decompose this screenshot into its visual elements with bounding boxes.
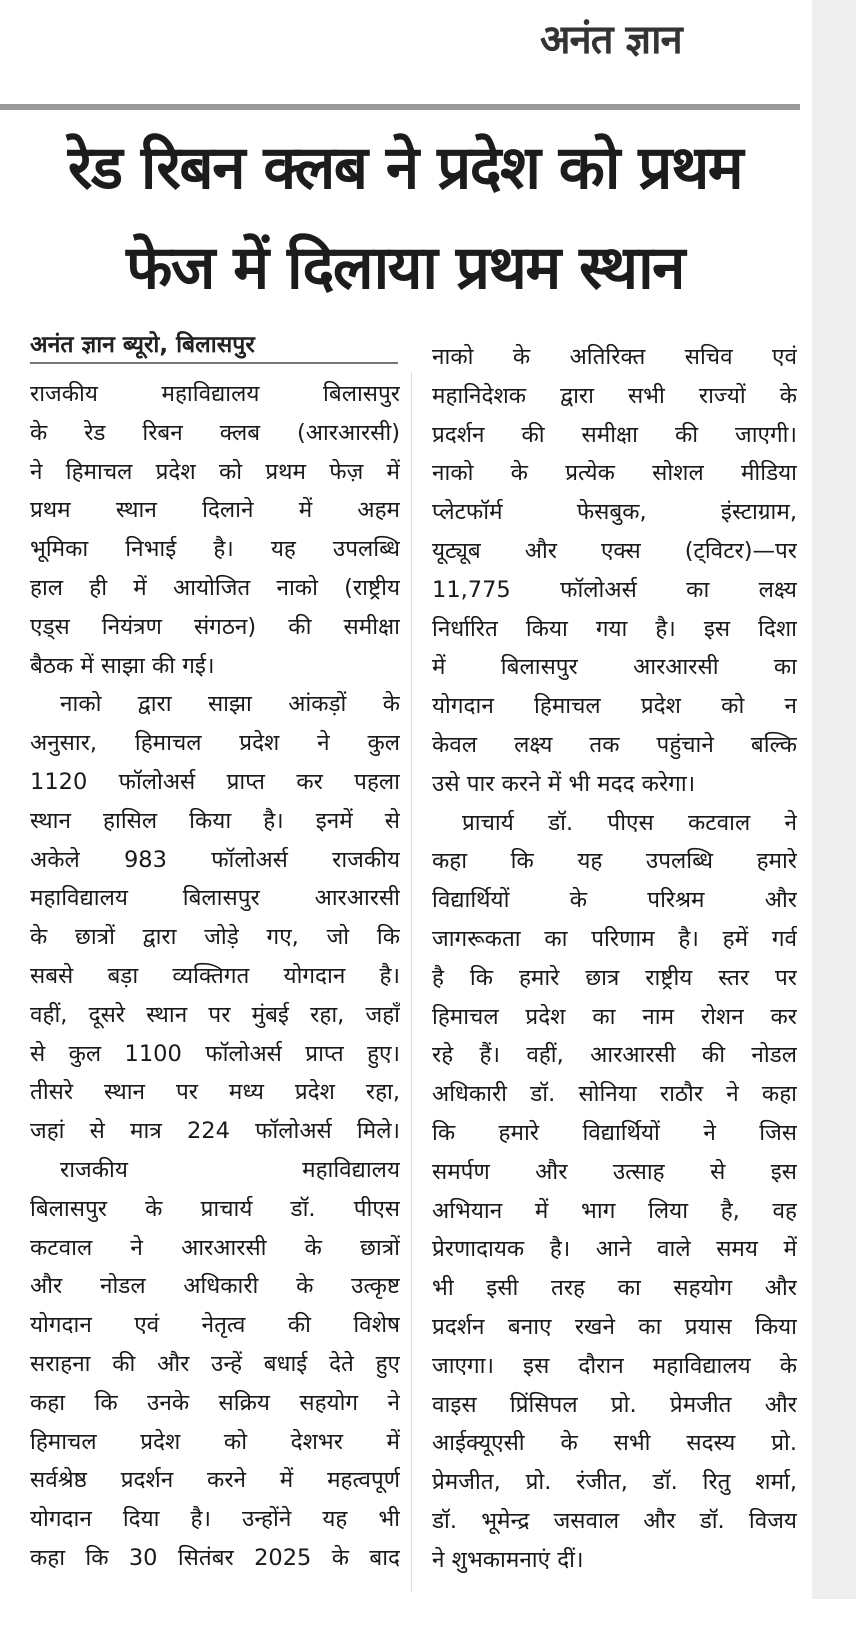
text-line: वहीं, दूसरे स्थान पर मुंबई रहा, जहाँ: [30, 1001, 400, 1028]
text-line: हाल ही में आयोजित नाको (राष्ट्रीय: [30, 574, 400, 601]
masthead-title: अनंत ज्ञान: [540, 17, 682, 63]
text-line: केवल लक्ष्य तक पहुंचाने बल्कि: [432, 731, 797, 758]
text-line: और नोडल अधिकारी के उत्कृष्ट: [30, 1273, 400, 1300]
text-line: में बिलासपुर आरआरसी का: [432, 654, 797, 681]
text-line: राजकीय महाविद्यालय बिलासपुर: [30, 381, 400, 407]
column-divider: [411, 372, 412, 1592]
article-column-right: [432, 338, 797, 1600]
text-line: योगदान दिया है। उन्होंने यह भी: [30, 1506, 400, 1533]
headline-line-1: रेड रिबन क्लब ने प्रदेश को प्रथम: [67, 133, 743, 203]
text-line: प्राचार्य डॉ. पीएस कटवाल ने: [462, 809, 797, 836]
byline-divider: [30, 362, 398, 364]
text-line: कटवाल ने आरआरसी के छात्रों: [30, 1234, 400, 1261]
text-line: विद्यार्थियों के परिश्रम और: [432, 887, 797, 914]
text-line: जागरूकता का परिणाम है। हमें गर्व: [432, 925, 797, 952]
text-line: यूट्यूब और एक्स (ट्विटर)—पर: [432, 537, 797, 564]
text-line: के रेड रिबन क्लब (आरआरसी): [30, 419, 400, 446]
text-line: ने शुभकामनाएं दीं।: [432, 1546, 584, 1573]
headline-line-2: फेज में दिलाया प्रथम स्थान: [126, 233, 684, 303]
text-line: कहा कि 30 सितंबर 2025 के बाद: [30, 1544, 400, 1571]
text-line: योगदान हिमाचल प्रदेश को न: [432, 693, 797, 720]
text-line: 11,775 फॉलोअर्स का लक्ष्य: [432, 576, 797, 603]
text-line: महानिदेशक द्वारा सभी राज्यों के: [432, 382, 797, 409]
text-line: प्रेमजीत, प्रो. रंजीत, डॉ. रितु शर्मा,: [432, 1469, 797, 1496]
text-line: हिमाचल प्रदेश का नाम रोशन कर: [432, 1003, 797, 1030]
text-line: 1120 फॉलोअर्स प्राप्त कर पहला: [30, 768, 400, 795]
article-column-left: [30, 375, 400, 1637]
text-line: सराहना की और उन्हें बधाई देते हुए: [30, 1350, 400, 1377]
text-line: अभियान में भाग लिया है, वह: [432, 1197, 797, 1224]
text-line: अकेले 983 फॉलोअर्स राजकीय: [30, 846, 400, 873]
text-line: डॉ. भूमेन्द्र जसवाल और डॉ. विजय: [432, 1507, 797, 1534]
text-line: कहा कि यह उपलब्धि हमारे: [432, 848, 797, 875]
byline: अनंत ज्ञान ब्यूरो, बिलासपुर: [30, 332, 255, 358]
text-line: के छात्रों द्वारा जोड़े गए, जो कि: [30, 924, 400, 951]
text-line: प्लेटफॉर्म फेसबुक, इंस्टाग्राम,: [432, 499, 797, 526]
masthead-divider: [0, 104, 800, 110]
text-line: राजकीय महाविद्यालय: [60, 1156, 400, 1183]
text-line: से कुल 1100 फॉलोअर्स प्राप्त हुए।: [30, 1040, 400, 1067]
text-line: हिमाचल प्रदेश को देशभर में: [30, 1428, 400, 1455]
text-line: जाएगा। इस दौरान महाविद्यालय के: [432, 1352, 797, 1379]
text-line: आईक्यूएसी के सभी सदस्य प्रो.: [432, 1430, 797, 1457]
article-headline: [0, 118, 810, 324]
text-line: नाको द्वारा साझा आंकड़ों के: [60, 691, 400, 718]
text-line: समर्पण और उत्साह से इस: [432, 1158, 797, 1185]
text-line: प्रदर्शन बनाए रखने का प्रयास किया: [432, 1313, 797, 1340]
text-line: कि हमारे विद्यार्थियों ने जिस: [432, 1119, 797, 1146]
text-line: रहे हैं। वहीं, आरआरसी की नोडल: [432, 1042, 797, 1069]
page-margin: [812, 0, 856, 1599]
text-line: उसे पार करने में भी मदद करेगा।: [432, 770, 696, 797]
text-line: तीसरे स्थान पर मध्य प्रदेश रहा,: [30, 1079, 400, 1106]
text-line: एड्स नियंत्रण संगठन) की समीक्षा: [30, 613, 400, 640]
text-line: स्थान हासिल किया है। इनमें से: [30, 807, 400, 834]
text-line: सर्वश्रेष्ठ प्रदर्शन करने में महत्वपूर्ण: [30, 1467, 400, 1494]
text-line: महाविद्यालय बिलासपुर आरआरसी: [30, 885, 400, 912]
text-line: निर्धारित किया गया है। इस दिशा: [432, 615, 797, 642]
text-line: वाइस प्रिंसिपल प्रो. प्रेमजीत और: [432, 1391, 797, 1418]
text-line: भूमिका निभाई है। यह उपलब्धि: [30, 536, 400, 563]
text-line: बैठक में साझा की गई।: [30, 652, 215, 679]
text-line: भी इसी तरह का सहयोग और: [432, 1275, 797, 1302]
text-line: सबसे बड़ा व्यक्तिगत योगदान है।: [30, 962, 400, 989]
text-line: जहां से मात्र 224 फॉलोअर्स मिले।: [30, 1118, 400, 1145]
text-line: योगदान एवं नेतृत्व की विशेष: [30, 1312, 400, 1339]
text-line: नाको के प्रत्येक सोशल मीडिया: [432, 460, 797, 487]
text-line: है कि हमारे छात्र राष्ट्रीय स्तर पर: [432, 964, 797, 991]
text-line: अनुसार, हिमाचल प्रदेश ने कुल: [30, 730, 400, 757]
text-line: प्रदर्शन की समीक्षा की जाएगी।: [432, 421, 797, 448]
text-line: अधिकारी डॉ. सोनिया राठौर ने कहा: [432, 1081, 797, 1108]
text-line: कहा कि उनके सक्रिय सहयोग ने: [30, 1389, 400, 1416]
text-line: नाको के अतिरिक्त सचिव एवं: [432, 344, 797, 370]
text-line: ने हिमाचल प्रदेश को प्रथम फेज़ में: [30, 458, 400, 485]
text-line: प्रेरणादायक है। आने वाले समय में: [432, 1236, 797, 1263]
text-line: बिलासपुर के प्राचार्य डॉ. पीएस: [30, 1195, 400, 1222]
text-line: प्रथम स्थान दिलाने में अहम: [30, 497, 400, 524]
